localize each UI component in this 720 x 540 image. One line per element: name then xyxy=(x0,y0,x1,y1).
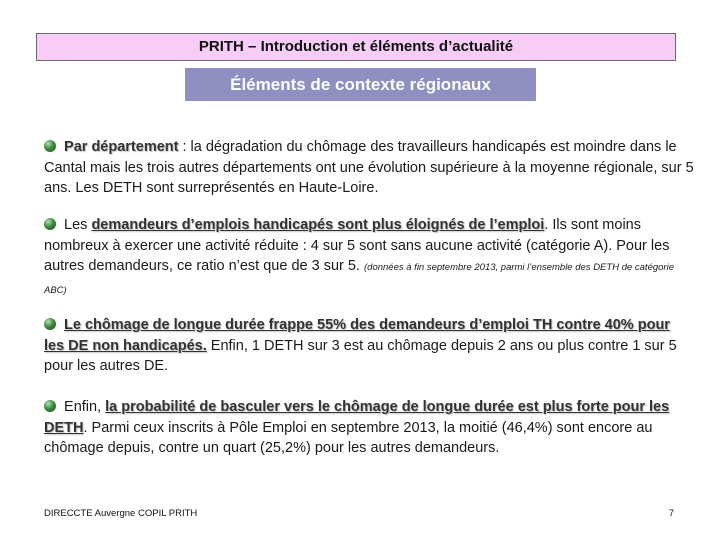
slide-header xyxy=(36,33,676,61)
bullet-source-note: (données à fin septembre 2013, parmi l’ensemble des DETH de catégorie ABC) xyxy=(44,262,674,296)
bullet-prefix: Enfin, xyxy=(64,399,106,415)
green-ball-bullet-icon xyxy=(44,400,56,412)
page-number: 7 xyxy=(668,508,674,519)
bullet-longue-duree xyxy=(44,315,694,377)
bullet-term: Le chômage de longue durée frappe 55% des demandeurs d’emploi TH contre 40% pour les DE non handicapés. xyxy=(44,317,670,354)
green-ball-bullet-icon xyxy=(44,140,56,152)
bullet-text: Enfin, 1 DETH sur 3 est au chômage depuis 2 ans ou plus contre 1 sur 5 pour les autres DE. xyxy=(44,337,677,374)
bullet-term: la probabilité de basculer vers le chômage de longue durée est plus forte pour les DETH xyxy=(44,399,670,436)
bullet-text: . Ils sont moins nombreux à exercer une activité réduite : 4 sur 5 sont sans aucune activité (catégorie A). Pour les autres demandeurs, ce ratio n’est que de 3 sur 5. xyxy=(44,217,670,274)
green-ball-bullet-icon xyxy=(44,318,56,330)
bullet-demandeurs xyxy=(44,215,694,301)
slide-header-title: PRITH – Introduction et éléments d’actualité xyxy=(198,38,514,55)
section-title xyxy=(185,68,536,101)
bullet-probabilite xyxy=(44,397,694,459)
section-title-text: Éléments de contexte régionaux xyxy=(230,75,491,94)
bullet-departement xyxy=(44,137,694,199)
bullet-term: Par département xyxy=(64,139,179,155)
bullet-text: : la dégradation du chômage des travailleurs handicapés est moindre dans le Cantal mais les trois autres départements ont une évolution supérieure à la moyenne régionale, sur 5 ans. Les DETH sont surreprésentés en Haute-Loire. xyxy=(44,139,694,196)
bullet-term: demandeurs d’emplois handicapés sont plus éloignés de l’emploi xyxy=(91,217,545,233)
footer-label: DIRECCTE Auvergne COPIL PRITH xyxy=(44,508,198,519)
bullet-prefix: Les xyxy=(64,217,92,233)
bullet-text: . Parmi ceux inscrits à Pôle Emploi en septembre 2013, la moitié (46,4%) sont encore au chômage depuis, contre un quart (25,2%) pour les autres demandeurs. xyxy=(44,419,653,456)
green-ball-bullet-icon xyxy=(44,218,56,230)
